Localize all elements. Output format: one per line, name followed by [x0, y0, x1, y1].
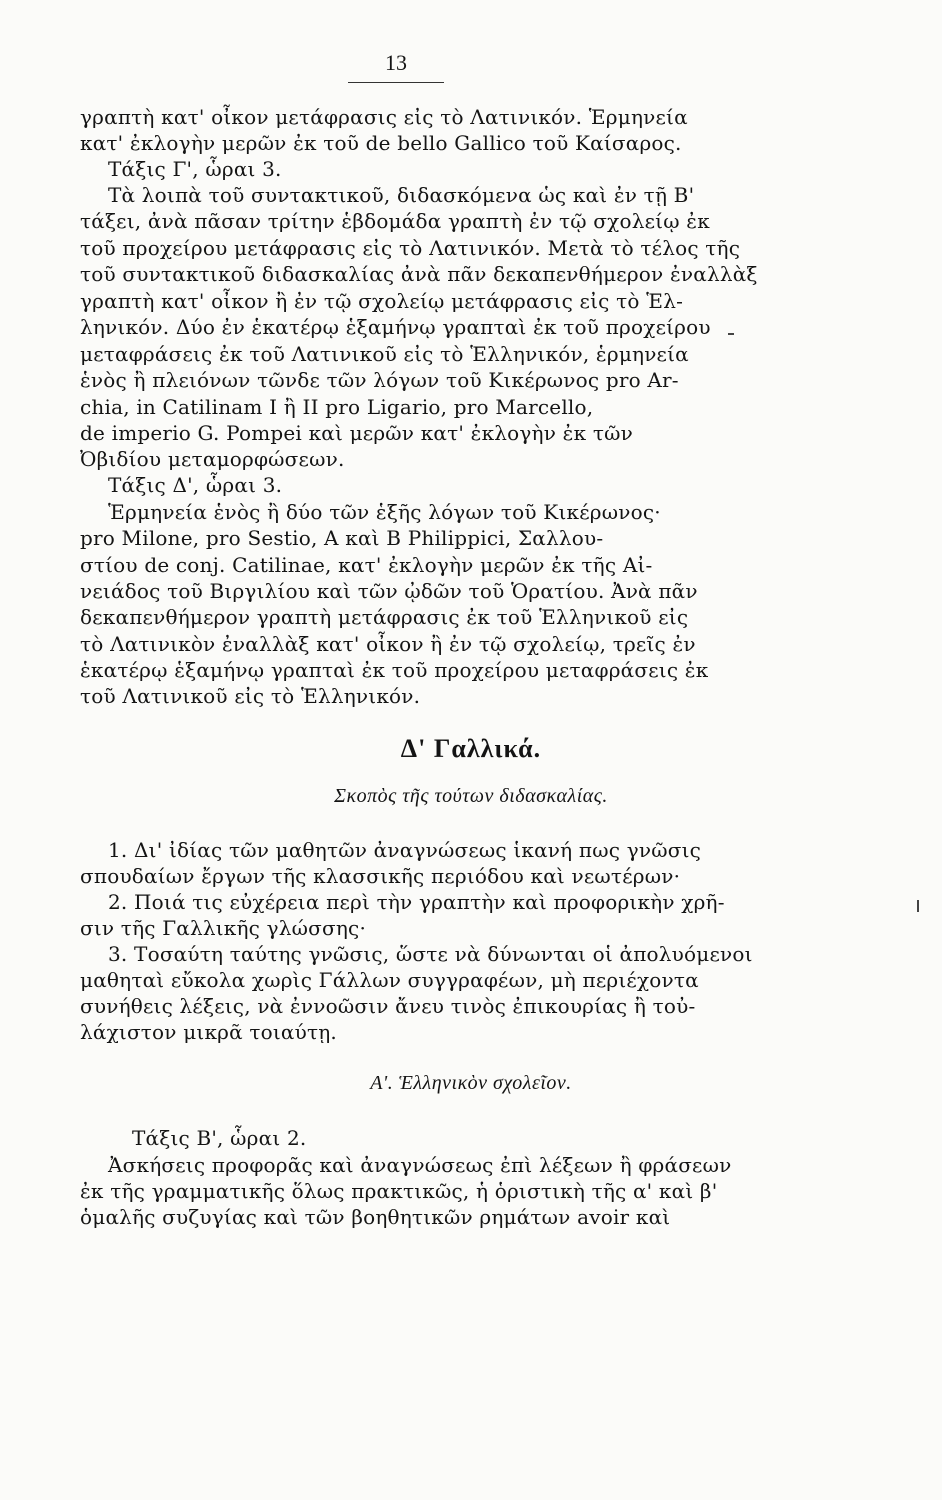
text-line: γραπτὴ κατ' οἶκον ἢ ἐν τῷ σχολείῳ μετάφρασις εἰς τὸ Ἑλ-	[80, 289, 684, 313]
scan-mark	[728, 333, 734, 335]
text-line: λάχιστον μικρᾶ τοιαύτῃ.	[80, 1020, 337, 1044]
text-line: Τάξις Β', ὧραι 2.	[132, 1126, 307, 1150]
scan-mark	[917, 900, 919, 912]
text-line: σπουδαίων ἔργων τῆς κλασσικῆς περιόδου καὶ νεωτέρων·	[80, 864, 681, 888]
text-line: Ἀσκήσεις προφορᾶς καὶ ἀναγνώσεως ἐπὶ λέξεων ἢ φράσεων	[108, 1153, 732, 1177]
text-line: Τὰ λοιπὰ τοῦ συντακτικοῦ, διδασκόμενα ὡς καὶ ἐν τῇ Β'	[108, 183, 695, 207]
text-line: μεταφράσεις ἐκ τοῦ Λατινικοῦ εἰς τὸ Ἑλληνικόν, ἑρμηνεία	[80, 342, 689, 366]
text-line: Τάξις Γ', ὧραι 3.	[108, 157, 282, 181]
text-line: ἐκ τῆς γραμματικῆς ὅλως πρακτικῶς, ἡ ὁριστικὴ τῆς α' καὶ β'	[80, 1179, 718, 1203]
text-line: τοῦ Λατινικοῦ εἰς τὸ Ἑλληνικόν.	[80, 684, 421, 708]
text-line: Τάξις Δ', ὧραι 3.	[108, 473, 283, 497]
text-line: τοῦ προχείρου μετάφρασις εἰς τὸ Λατινικόν. Μετὰ τὸ τέλος τῆς	[80, 236, 741, 260]
text-line: συνήθεις λέξεις, νὰ ἐννοῶσιν ἄνευ τινὸς ἐπικουρίας ἢ τοὐ-	[80, 994, 696, 1018]
text-line: δεκαπενθήμερον γραπτὴ μετάφρασις ἐκ τοῦ Ἑλληνικοῦ εἰς	[80, 605, 689, 629]
text-line: τὸ Λατινικὸν ἐναλλὰξ κατ' οἶκον ἢ ἐν τῷ σχολείῳ, τρεῖς ἐν	[80, 632, 696, 656]
page-number: 13	[348, 50, 444, 83]
text-line: 3. Τοσαύτη ταύτης γνῶσις, ὥστε νὰ δύνωνται οἱ ἀπολυόμενοι	[108, 942, 753, 966]
text-line: στίου de conj. Catilinae, κατ' ἐκλογὴν μερῶν ἐκ τῆς Αἰ-	[80, 553, 653, 577]
school-subheading: Α'. Ἑλληνικὸν σχολεῖον.	[370, 1072, 572, 1094]
text-line: τοῦ συντακτικοῦ διδασκαλίας ἀνὰ πᾶν δεκαπενθήμερον ἐναλλὰξ	[80, 262, 758, 286]
text-line: pro Milone, pro Sestio, A καὶ B Philippici, Σαλλου-	[80, 526, 604, 550]
text-line: κατ' ἐκλογὴν μερῶν ἐκ τοῦ de bello Gallico τοῦ Καίσαρος.	[80, 131, 682, 155]
text-line: ἑκατέρῳ ἑξαμήνῳ γραπταὶ ἐκ τοῦ προχείρου μεταφράσεις ἐκ	[80, 658, 709, 682]
text-line: chia, in Catilinam I ἢ II pro Ligario, pro Marcello,	[80, 395, 594, 419]
text-line: Ἑρμηνεία ἑνὸς ἢ δύο τῶν ἑξῆς λόγων τοῦ Κικέρωνος·	[108, 500, 661, 524]
text-line: ὁμαλῆς συζυγίας καὶ τῶν βοηθητικῶν ρημάτων avoir καὶ	[80, 1205, 671, 1229]
text-line: 2. Ποιά τις εὐχέρεια περὶ τὴν γραπτὴν καὶ προφορικὴν χρῆ-	[108, 890, 725, 914]
text-line: 1. Δι' ἰδίας τῶν μαθητῶν ἀναγνώσεως ἱκανή πως γνῶσις	[108, 838, 702, 862]
text-line: ἑνὸς ἢ πλειόνων τῶνδε τῶν λόγων τοῦ Κικέρωνος pro Ar-	[80, 368, 679, 392]
text-line: νειάδος τοῦ Βιργιλίου καὶ τῶν ᾠδῶν τοῦ Ὁρατίου. Ἀνὰ πᾶν	[80, 579, 698, 603]
text-line: μαθηταὶ εὔκολα χωρὶς Γάλλων συγγραφέων, μὴ περιέχοντα	[80, 968, 699, 992]
text-line: σιν τῆς Γαλλικῆς γλώσσης·	[80, 916, 367, 940]
section-heading: Δ' Γαλλικά.	[400, 734, 542, 763]
text-line: ληνικόν. Δύο ἐν ἑκατέρῳ ἑξαμήνῳ γραπταὶ ἐκ τοῦ προχείρου	[80, 315, 711, 339]
text-line: de imperio G. Pompei καὶ μερῶν κατ' ἐκλογὴν ἐκ τῶν	[80, 421, 633, 445]
text-line: τάξει, ἀνὰ πᾶσαν τρίτην ἑβδομάδα γραπτὴ ἐν τῷ σχολείῳ ἐκ	[80, 209, 710, 233]
text-line: γραπτὴ κατ' οἶκον μετάφρασις εἰς τὸ Λατινικόν. Ἑρμηνεία	[80, 105, 688, 129]
text-line: Ὀβιδίου μεταμορφώσεων.	[80, 447, 345, 471]
section-subheading: Σκοπὸς τῆς τούτων διδασκαλίας.	[334, 785, 608, 807]
